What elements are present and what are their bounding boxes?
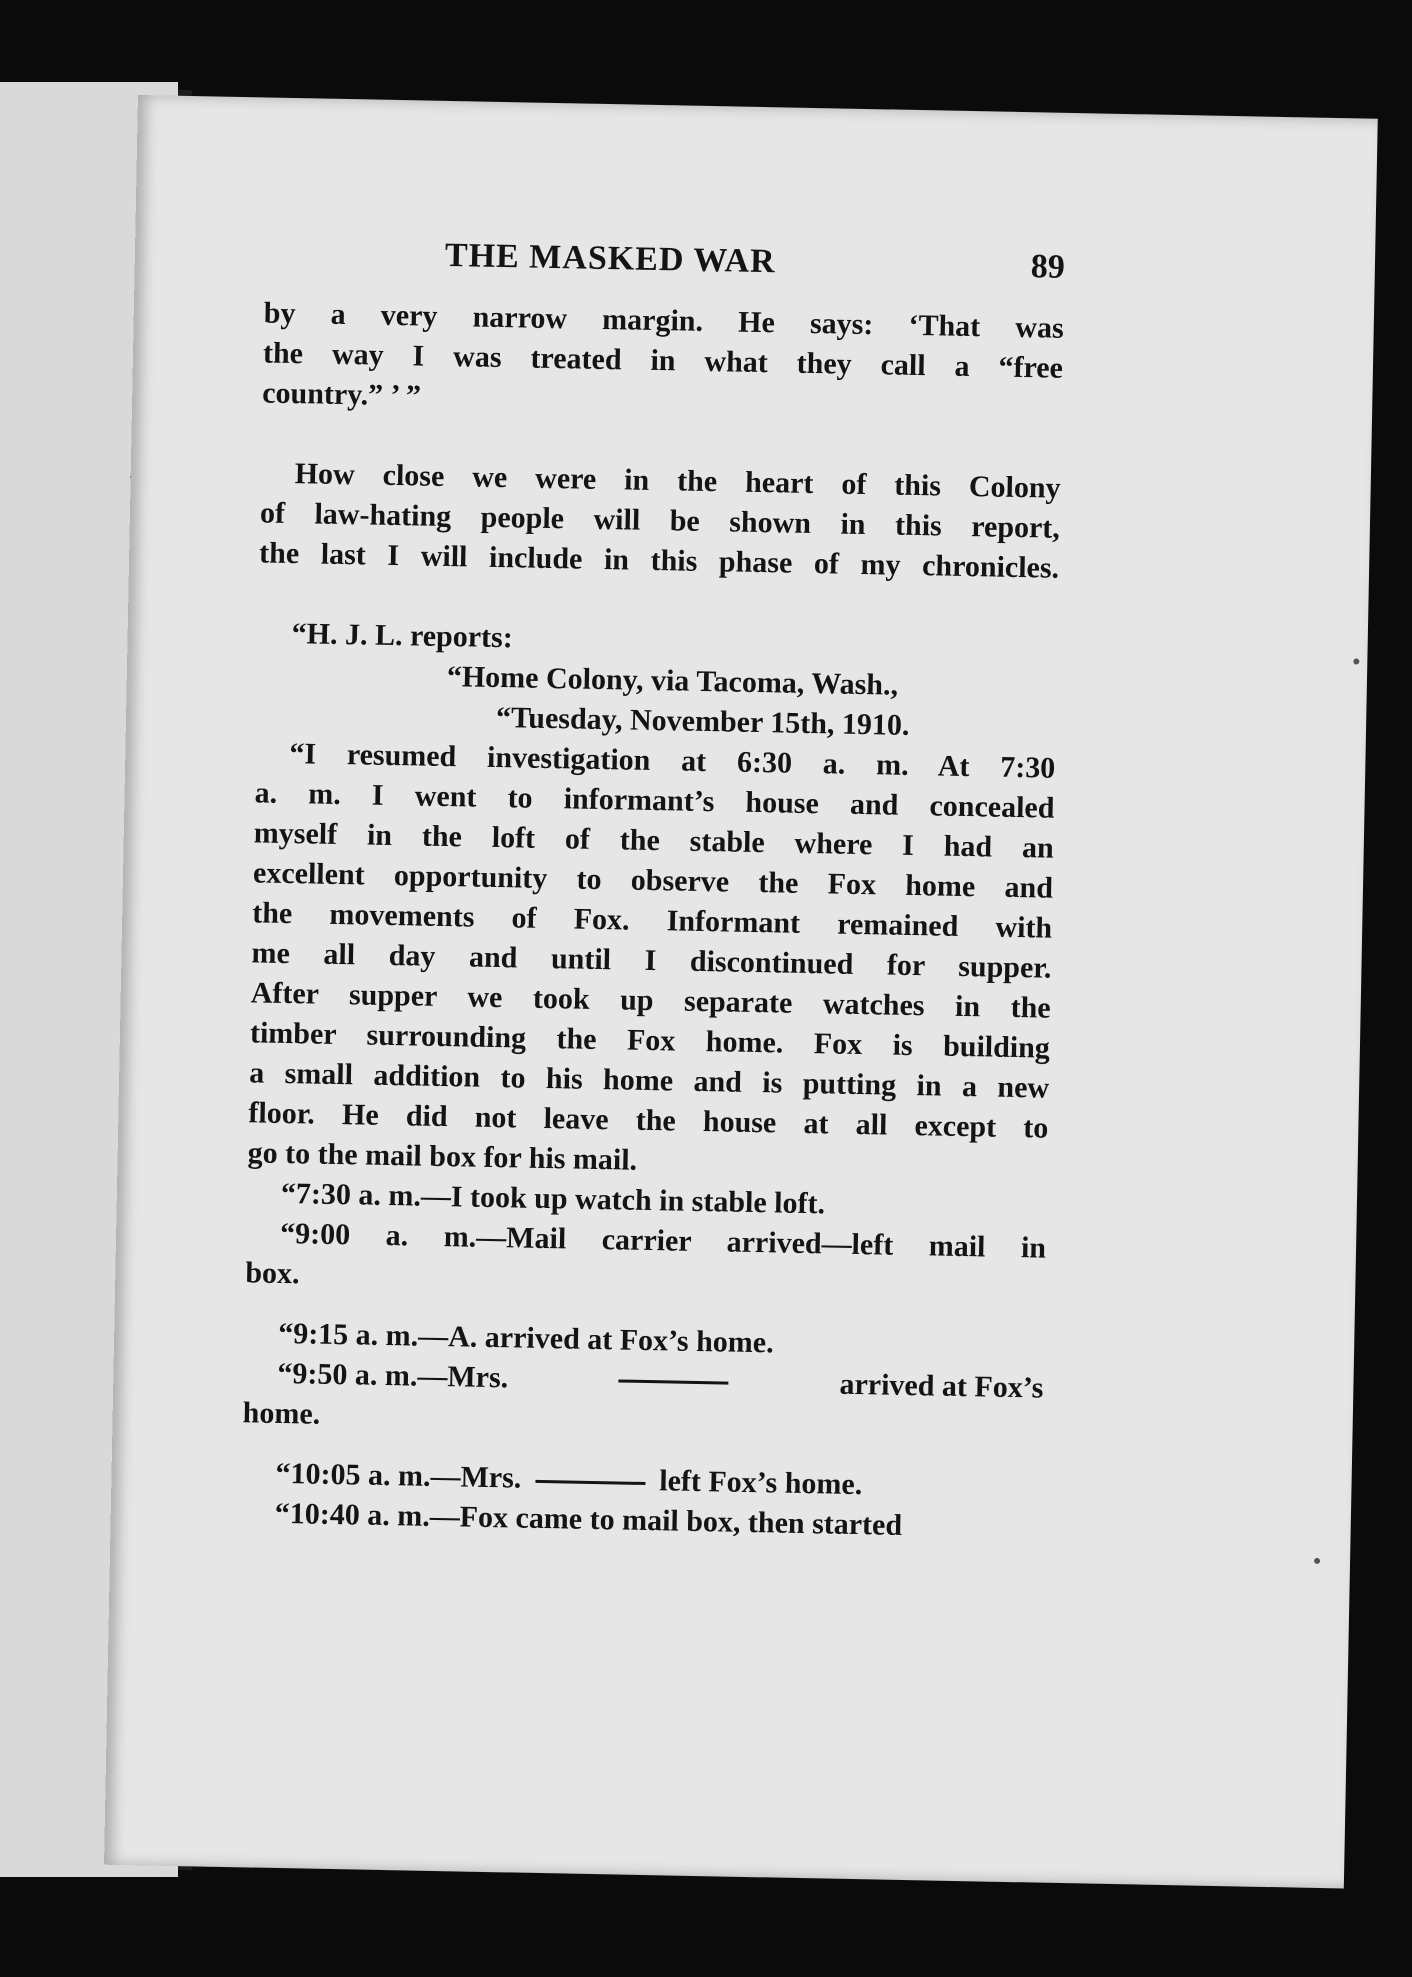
page-text-block [240, 233, 1065, 1548]
paragraph [247, 733, 1055, 1188]
running-head [264, 233, 1065, 298]
report-intro: “H. J. L. reports: [291, 617, 514, 655]
log-entry-start: “9:50 a. m.—Mrs. [277, 1356, 509, 1395]
page-number: 89 [1030, 248, 1066, 286]
text-line: by a very narrow margin. He says: ‘That was [263, 296, 1065, 345]
redaction-dash [535, 1479, 645, 1484]
page-edge-mark [1353, 658, 1359, 664]
text-line: myself in the loft of the stable where I had an [253, 816, 1055, 865]
log-entry: “10:40 a. m.—Fox came to mail box, then started [274, 1496, 903, 1542]
text-line: After supper we took up separate watches in the [250, 976, 1051, 1025]
text-line: “I resumed investigation at 6:30 a. m. At 7:30 [289, 737, 1056, 785]
log-entry: “7:30 a. m.—I took up watch in stable loft. [280, 1176, 826, 1221]
paragraph [259, 453, 1061, 588]
text-line: timber surrounding the Fox home. Fox is building [249, 1016, 1051, 1065]
dateline-date: “Tuesday, November 15th, 1910. [495, 700, 910, 742]
log-entry: “9:15 a. m.—A. arrived at Fox’s home. [277, 1316, 774, 1360]
text-line: the way I was treated in what they call a “free [262, 336, 1064, 385]
dateline-place: “Home Colony, via Tacoma, Wash., [446, 660, 899, 702]
log-entry-continuation: box. [245, 1256, 300, 1291]
log-entry-end: arrived at Fox’s [839, 1367, 1044, 1405]
redaction-dash [619, 1379, 729, 1384]
log-entry-continuation: home. [242, 1396, 321, 1431]
text-line: How close we were in the heart of this Colony [294, 457, 1061, 505]
text-line: the movements of Fox. Informant remained with [252, 896, 1053, 945]
log-entry-start: “10:05 a. m.—Mrs. [275, 1456, 522, 1495]
text-line: country.” ’ ” [261, 376, 422, 413]
text-line: go to the mail box for his mail. [247, 1136, 638, 1177]
log-entry-end: left Fox’s home. [658, 1464, 863, 1502]
book-page [104, 95, 1378, 1888]
text-line: the last I will include in this phase of my chronicles. [258, 536, 1060, 585]
page-edge-mark [1314, 1558, 1320, 1564]
text-line: a. m. I went to informant’s house and concealed [254, 776, 1055, 825]
paragraph [262, 293, 1064, 428]
text-line: excellent opportunity to observe the Fox home and [252, 856, 1054, 905]
text-line: me all day and until I discontinued for supper. [251, 936, 1052, 985]
text-line: a small addition to his home and is putting in a new [248, 1056, 1050, 1105]
running-title: THE MASKED WAR [444, 236, 777, 281]
text-line: of law-hating people will be shown in this report, [259, 496, 1061, 545]
log-entry: “9:00 a. m.—Mail carrier arrived—left mail in [279, 1216, 1047, 1265]
text-line: floor. He did not leave the house at all except to [248, 1096, 1049, 1145]
